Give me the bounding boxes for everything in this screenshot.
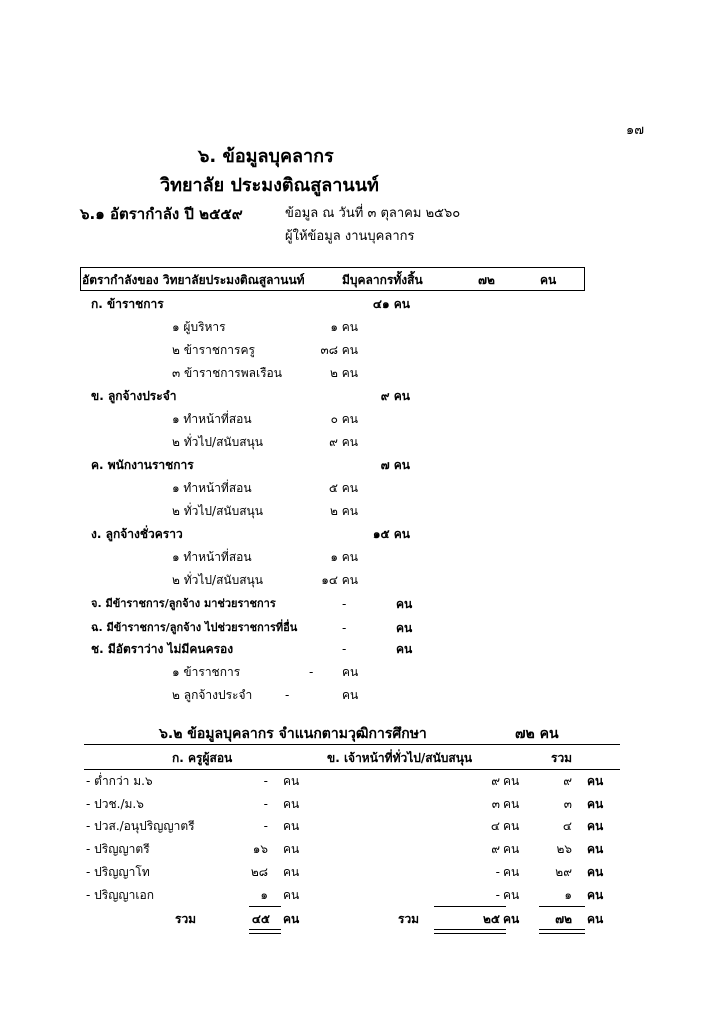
double-underline bbox=[249, 929, 281, 934]
summary-unit: คน bbox=[540, 273, 557, 287]
teacher-unit: คน bbox=[283, 797, 300, 811]
table-top-rule bbox=[84, 744, 620, 745]
teacher-count: - bbox=[263, 819, 268, 833]
sum-count: ๙ bbox=[563, 774, 572, 788]
group-total: ๗ คน bbox=[380, 458, 410, 472]
staff-unit: คน bbox=[503, 888, 520, 902]
item-value: ๒ คน bbox=[330, 366, 358, 380]
row-label: - ปวช./ม.๖ bbox=[86, 797, 144, 811]
staff-totals-label: รวม bbox=[398, 912, 420, 926]
group-label: ก. ข้าราชการ bbox=[91, 297, 164, 311]
sum-count: ๔ bbox=[562, 819, 572, 833]
grand-total-value: ๗๒ bbox=[555, 912, 572, 926]
staff-unit: คน bbox=[503, 774, 520, 788]
staff-count: - bbox=[495, 865, 500, 879]
sum-unit: คน bbox=[587, 774, 604, 788]
row-label: - ปริญญาเอก bbox=[86, 888, 154, 902]
row-label: - ต่ำกว่า ม.๖ bbox=[86, 774, 153, 788]
sum-count: ๒๖ bbox=[556, 842, 572, 856]
summary-total-value: ๗๒ bbox=[478, 273, 495, 287]
sum-unit: คน bbox=[587, 842, 604, 856]
staff-total-value: ๒๕ bbox=[483, 912, 500, 926]
info-date: ข้อมูล ณ วันที่ ๓ ตุลาคม ๒๕๖๐ bbox=[285, 206, 461, 221]
summary-total-label: มีบุคลากรทั้งสิ้น bbox=[342, 273, 423, 287]
group-label: ข. ลูกจ้างประจำ bbox=[91, 389, 177, 403]
section-heading: ๖.๑ อัตรากำลัง ปี ๒๕๕๙ bbox=[80, 205, 243, 223]
teacher-total-value: ๔๕ bbox=[251, 912, 270, 926]
teacher-count: ๑ bbox=[260, 888, 268, 902]
teacher-count: - bbox=[263, 797, 268, 811]
item-label: ๒ ทั่วไป/สนับสนุน bbox=[172, 573, 263, 587]
group-label: ง. ลูกจ้างชั่วคราว bbox=[91, 527, 183, 541]
item-value: ๙ คน bbox=[329, 435, 358, 449]
summary-label: อัตรากำลังของ วิทยาลัยประมงติณสูลานนท์ bbox=[82, 273, 305, 287]
staff-unit: คน bbox=[503, 819, 520, 833]
staff-count: ๔ bbox=[490, 819, 500, 833]
item-value: ๑ คน bbox=[330, 320, 358, 334]
teacher-count: ๒๘ bbox=[250, 865, 268, 879]
extra-row-dash: - bbox=[342, 642, 347, 656]
subtotal-rule bbox=[434, 906, 506, 907]
group-label: ค. พนักงานราชการ bbox=[91, 458, 194, 472]
vacancy-item-label: ๒ ลูกจ้างประจำ bbox=[172, 688, 253, 702]
item-label: ๒ ทั่วไป/สนับสนุน bbox=[172, 504, 263, 518]
group-total: ๔๑ คน bbox=[372, 297, 410, 311]
teacher-count: - bbox=[263, 774, 268, 788]
double-underline bbox=[434, 929, 506, 934]
item-value: ๐ คน bbox=[330, 412, 358, 426]
sum-unit: คน bbox=[587, 888, 604, 902]
row-label: - ปริญญาตรี bbox=[86, 842, 150, 856]
column-header-teachers: ก. ครูผู้สอน bbox=[172, 751, 233, 765]
teacher-unit: คน bbox=[283, 888, 300, 902]
group-total: ๑๕ คน bbox=[372, 527, 410, 541]
sum-unit: คน bbox=[587, 865, 604, 879]
section-total: ๗๒ คน bbox=[515, 726, 559, 742]
row-label: - ปวส./อนุปริญญาตรี bbox=[86, 819, 195, 833]
item-label: ๒ ข้าราชการครู bbox=[172, 343, 255, 357]
item-value: ๕ คน bbox=[328, 481, 358, 495]
extra-row-dash: - bbox=[342, 621, 347, 635]
column-header-sum: รวม bbox=[551, 751, 573, 765]
item-value: ๑๔ คน bbox=[321, 573, 358, 587]
document-title: ๖. ข้อมูลบุคลากร bbox=[198, 146, 334, 167]
vacancy-item-label: ๑ ข้าราชการ bbox=[172, 665, 241, 679]
teacher-unit: คน bbox=[283, 819, 300, 833]
group-total: ๙ คน bbox=[380, 389, 410, 403]
sum-unit: คน bbox=[587, 797, 604, 811]
table-header-rule bbox=[84, 769, 620, 770]
vacancy-item-dash: - bbox=[285, 688, 290, 702]
item-label: ๑ ทำหน้าที่สอน bbox=[172, 412, 252, 426]
info-source: ผู้ให้ข้อมูล งานบุคลากร bbox=[285, 229, 415, 244]
extra-row-unit: คน bbox=[396, 642, 413, 656]
college-name: วิทยาลัย ประมงติณสูลานนท์ bbox=[160, 175, 379, 196]
staff-total-unit: คน bbox=[503, 912, 520, 926]
extra-row-dash: - bbox=[342, 597, 347, 611]
extra-row-unit: คน bbox=[396, 621, 413, 635]
extra-row-label: จ. มีข้าราชการ/ลูกจ้าง มาช่วยราชการ bbox=[91, 597, 276, 610]
staff-unit: คน bbox=[503, 797, 520, 811]
vacancy-item-unit: คน bbox=[342, 688, 359, 702]
teacher-total-unit: คน bbox=[283, 912, 300, 926]
sum-count: ๑ bbox=[564, 888, 572, 902]
double-underline bbox=[539, 929, 585, 934]
grand-total-unit: คน bbox=[587, 912, 604, 926]
item-value: ๒ คน bbox=[330, 504, 358, 518]
vacancy-item-dash: - bbox=[309, 665, 314, 679]
page-number: ๑๗ bbox=[626, 123, 645, 138]
vacancy-item-unit: คน bbox=[342, 665, 359, 679]
item-value: ๑ คน bbox=[330, 550, 358, 564]
item-label: ๒ ทั่วไป/สนับสนุน bbox=[172, 435, 263, 449]
staff-count: - bbox=[495, 888, 500, 902]
teacher-count: ๑๖ bbox=[252, 842, 268, 856]
subtotal-rule bbox=[249, 906, 281, 907]
sum-count: ๓ bbox=[563, 797, 572, 811]
extra-row-label: ช. มีอัตราว่าง ไม่มีคนครอง bbox=[91, 642, 234, 656]
extra-row-label: ฉ. มีข้าราชการ/ลูกจ้าง ไปช่วยราชการที่อื่น bbox=[91, 621, 298, 634]
sum-count: ๒๙ bbox=[555, 865, 572, 879]
item-label: ๑ ทำหน้าที่สอน bbox=[172, 481, 252, 495]
staff-unit: คน bbox=[503, 842, 520, 856]
item-label: ๑ ทำหน้าที่สอน bbox=[172, 550, 252, 564]
staff-count: ๙ bbox=[491, 774, 500, 788]
extra-row-unit: คน bbox=[396, 597, 413, 611]
staff-count: ๓ bbox=[491, 797, 500, 811]
section-heading: ๖.๒ ข้อมูลบุคลากร จำแนกตามวุฒิการศึกษา bbox=[159, 726, 427, 742]
teacher-unit: คน bbox=[283, 774, 300, 788]
column-header-staff: ข. เจ้าหน้าที่ทั่วไป/สนับสนุน bbox=[327, 751, 473, 765]
row-label: - ปริญญาโท bbox=[86, 865, 150, 879]
item-value: ๓๘ คน bbox=[320, 343, 358, 357]
staff-count: ๙ bbox=[491, 842, 500, 856]
teacher-unit: คน bbox=[283, 865, 300, 879]
item-label: ๓ ข้าราชการพลเรือน bbox=[172, 366, 282, 380]
teacher-unit: คน bbox=[283, 842, 300, 856]
staff-unit: คน bbox=[503, 865, 520, 879]
subtotal-rule bbox=[539, 906, 585, 907]
totals-label: รวม bbox=[175, 912, 197, 926]
item-label: ๑ ผู้บริหาร bbox=[172, 320, 226, 334]
sum-unit: คน bbox=[587, 819, 604, 833]
